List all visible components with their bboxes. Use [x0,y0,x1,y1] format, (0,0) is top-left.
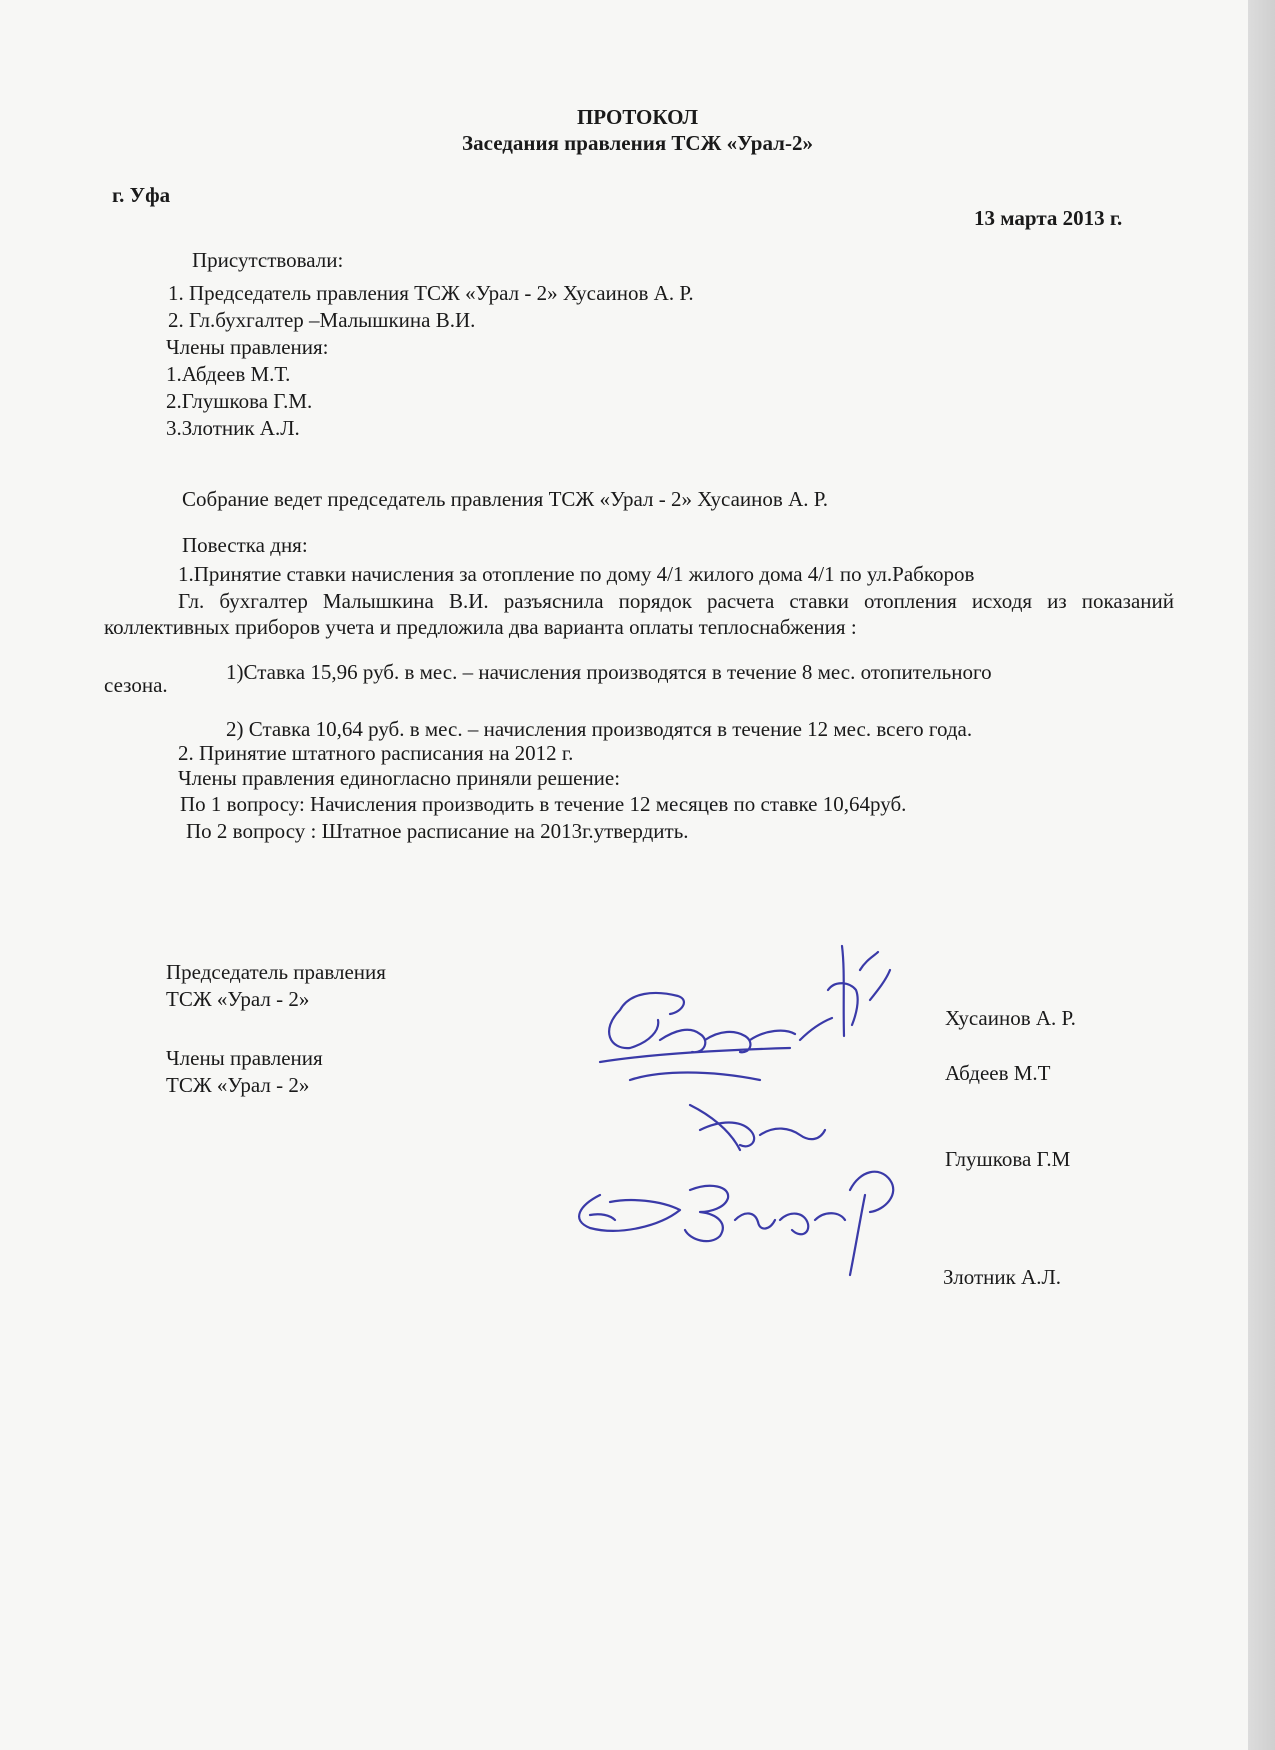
members-heading: Члены правления: [166,335,329,359]
member-item: 2.Глушкова Г.М. [166,389,313,413]
signer-name: Абдеев М.Т [945,1061,1051,1085]
signature-khusainov [800,946,890,1040]
signature-abdeev [600,993,795,1062]
chair-signature-label: Председатель правления [166,960,386,984]
city: г. Уфа [112,183,171,207]
present-item: 2. Гл.бухгалтер –Малышкина В.И. [168,308,476,332]
members-signature-org: ТСЖ «Урал - 2» [166,1073,310,1097]
agenda-item-1: 1.Принятие ставки начисления за отопление по дому 4/1 жилого дома 4/1 по ул.Рабкоров [178,562,975,586]
agenda-heading: Повестка дня: [182,533,308,557]
scan-edge [1248,0,1275,1750]
option-1: 1)Ставка 15,96 руб. в мес. – начисления производятся в течение 8 мес. отопительного [226,660,992,684]
agenda-item-2: 2. Принятие штатного расписания на 2012 г. [178,741,574,765]
option-1-continued: сезона. [104,673,168,697]
decision-q2: По 2 вопросу : Штатное расписание на 2013г.утвердить. [186,819,689,843]
signer-name: Злотник А.Л. [943,1265,1061,1289]
members-signature-label: Члены правления [166,1046,323,1070]
document-subtitle: Заседания правления ТСЖ «Урал-2» [462,131,813,155]
member-item: 1.Абдеев М.Т. [166,362,291,386]
chair-text: Собрание ведет председатель правления ТСЖ «Урал - 2» Хусаинов А. Р. [182,487,829,511]
agenda-explanation: Гл. бухгалтер Малышкина В.И. разъяснила порядок расчета ставки отопления исходя из показаний коллективных приборов учета и предложила два варианта оплаты теплоснабжения : [104,589,1174,639]
decision-q1: По 1 вопросу: Начисления производить в течение 12 месяцев по ставке 10,64руб. [180,792,907,816]
signature-glushkova [630,1073,825,1151]
present-item: 1. Председатель правления ТСЖ «Урал - 2» Хусаинов А. Р. [168,281,694,305]
chair-signature-org: ТСЖ «Урал - 2» [166,987,310,1011]
document-title: ПРОТОКОЛ [576,105,699,129]
member-item: 3.Злотник А.Л. [166,416,300,440]
signer-name: Глушкова Г.М [945,1147,1071,1171]
decision-text: Члены правления единогласно приняли решение: [178,766,621,790]
present-heading: Присутствовали: [192,248,344,272]
signer-name: Хусаинов А. Р. [945,1006,1076,1030]
option-2: 2) Ставка 10,64 руб. в мес. – начисления производятся в течение 12 мес. всего года. [226,717,973,741]
handwritten-signatures [560,930,940,1290]
document-date: 13 марта 2013 г. [974,206,1123,230]
signature-zlotnik [579,1172,893,1275]
